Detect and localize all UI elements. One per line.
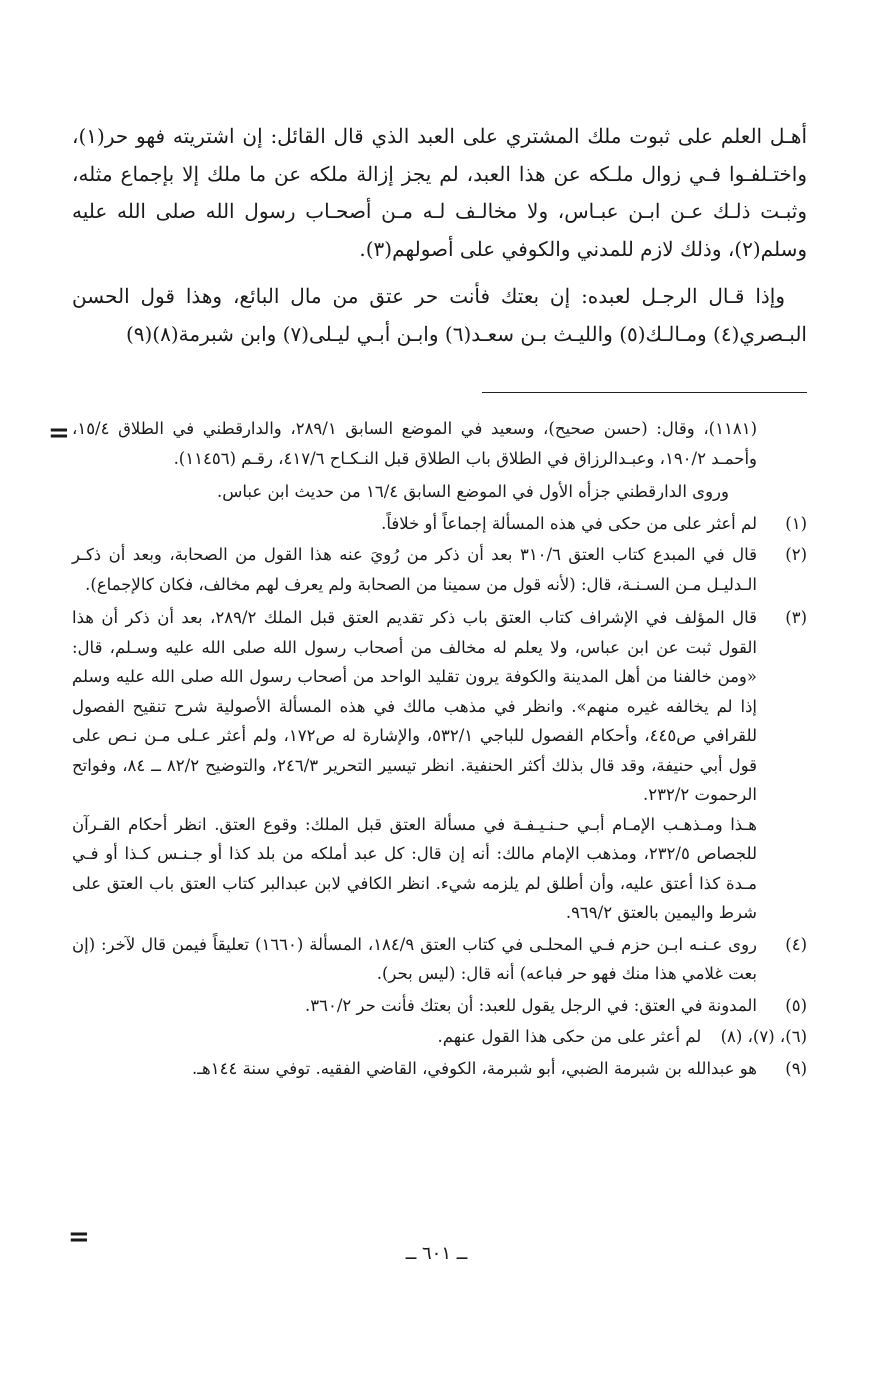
footnote-9 [72, 1054, 807, 1084]
footnote-3 [72, 603, 807, 810]
footnote-text: المدونة في العتق: في الرجل يقول للعبد: أن بعتك فأنت حر ٣٦٠/٢. [305, 995, 757, 1015]
footnote-text: هو عبدالله بن شبرمة الضبي، أبو شبرمة، الكوفي، القاضي الفقيه. توفي سنة ١٤٤هـ. [191, 1058, 757, 1078]
footnote-1 [72, 509, 807, 539]
footnote-number: (٩) [785, 1058, 807, 1078]
footnote-text: لم أعثر على من حكى هذا القول عنهم. [437, 1027, 702, 1046]
continuation-mark-top: = [48, 418, 70, 448]
footnote-text: قال في المبدع كتاب العتق ٣١٠/٦ بعد أن ذكر من رُويَ عنه هذا القول من الصحابة، وبعد أن ذكـر الـدليـل مـن السـنـة، قال: (لأنه قول من سمينا من الصحابة ولم يعرف لهم مخالف، فكان كالإجماع). [72, 545, 758, 594]
footnote-text: لم أعثر على من حكى في هذه المسألة إجماعاً أو خلافاً. [381, 513, 757, 533]
page-number: ــ ٦٠١ ــ [405, 1243, 468, 1264]
footnote-number: (١) [785, 513, 807, 533]
footnote-continued-extra: وروى الدارقطني جزأه الأول في الموضع السابق ١٦/٤ من حديث ابن عباس. [217, 482, 729, 501]
footnote-number: (٢) [785, 545, 807, 564]
footnote-text: روى عـنـه ابـن حزم فـي المحلـى في كتاب العتق ١٨٤/٩، المسألة (١٦٦٠) تعليقاً فيمن قال لآخر: (إن بعت غلامي هذا منك فهو حر فباعه) أنه قال: (ليس بحر). [72, 934, 757, 983]
footnote-4 [72, 930, 807, 989]
footnotes [72, 414, 807, 1083]
main-text [72, 118, 807, 353]
footnote-number: (٣) [785, 608, 807, 627]
footnote-5 [72, 991, 807, 1021]
main-paragraph-2: وإذا قـال الرجـل لعبده: إن بعتك فأنت حر عتق من مال البائع، وهذا قول الحسن البـصري(٤) ومـالـك(٥) والليـث بـن سعـد(٦) وابـن أبـي ليـلى(٧) وابن شبرمة(٨)(٩) [72, 284, 807, 346]
footnote-2 [72, 540, 807, 599]
footnote-3-continued [72, 810, 807, 928]
main-paragraph-1: أهـل العلم على ثبوت ملك المشتري على العبد الذي قال القائل: إن اشتريته فهو حر(١)، واختـلفـوا فـي زوال ملـكه عن هذا العبد، لم يجز إزالة ملكه عن ما ملك إلا بإجماع مثله، وثبـت ذلـك عـن ابـن عبـاس، ولا مخالـف لـه مـن أصحـاب رسول الله صلى الله عليه وسلم(٢)، وذلك لازم للمدني والكوفي على أصولهم(٣). [72, 124, 808, 261]
footnote-continued-text: (١١٨١)، وقال: (حسن صحيح)، وسعيد في الموضع السابق ٢٨٩/١، والدارقطني في الطلاق ١٥/٤، وأحمـد ١٩٠/٢، وعبـدالرزاق في الطلاق باب الطلاق قبل النـكـاح ٤١٧/٦، رقـم (١١٤٥٦). [72, 419, 757, 468]
footnote-text: قال المؤلف في الإشراف كتاب العتق باب ذكر تقديم العتق قبل الملك ٢٨٩/٢، بعد أن ذكر أن هذا القول ثبت عن ابن عباس، ولا يعلم له مخالف من أصحاب رسول الله صلى الله عليه وسـلم، قال: «ومن خالفنا من أهل المدينة والكوفة يرون تقليد الواحد من أصحاب رسول الله صلى الله عليه وسلم إذا لم يخالفه غيره منهم». وانظر في مذهب مالك في هذه المسألة الأصولية شرح تنقيح الفصول للقرافي ص٤٤٥، وأحكام الفصول للباجي ٥٣٢/١، والإشارة له ص١٧٢، ولم أعثر عـلى مـن نـص على قول أبي حنيفة، وقد قال بذلك أكثر الحنفية. انظر تيسير التحرير ٢٤٦/٣، والتوضيح ٨٢/٢ ــ ٨٤، وفواتح الرحموت ٢٣٢/٢. [72, 608, 758, 804]
footnote-6-7-8 [72, 1022, 807, 1052]
footnote-number: (٤) [785, 934, 807, 954]
footnote-continued [72, 414, 807, 473]
footnote-text: هـذا ومـذهـب الإمـام أبـي حـنـيـفـة في مسألة العتق قبل الملك: وقوع العتق. انظر أحكام القـرآن للجصاص ٢٣٢/٥، ومذهب الإمام مالك: أنه إن قال: كل عبد أملكه من بلد كذا أو جـنـس كـذا أو فـي مـدة كذا أعتق عليه، وأن أطلق لم يلزمه شيء. انظر الكافي لابن عبدالبر كتاب العتق باب العتق على شرط واليمين بالعتق ٩٦٩/٢. [72, 814, 757, 922]
footnote-number: (٥) [785, 995, 807, 1015]
continuation-mark-bottom: = [68, 1222, 90, 1252]
footnote-separator [482, 392, 807, 393]
footnote-number: (٦)، (٧)، (٨) [720, 1027, 807, 1046]
